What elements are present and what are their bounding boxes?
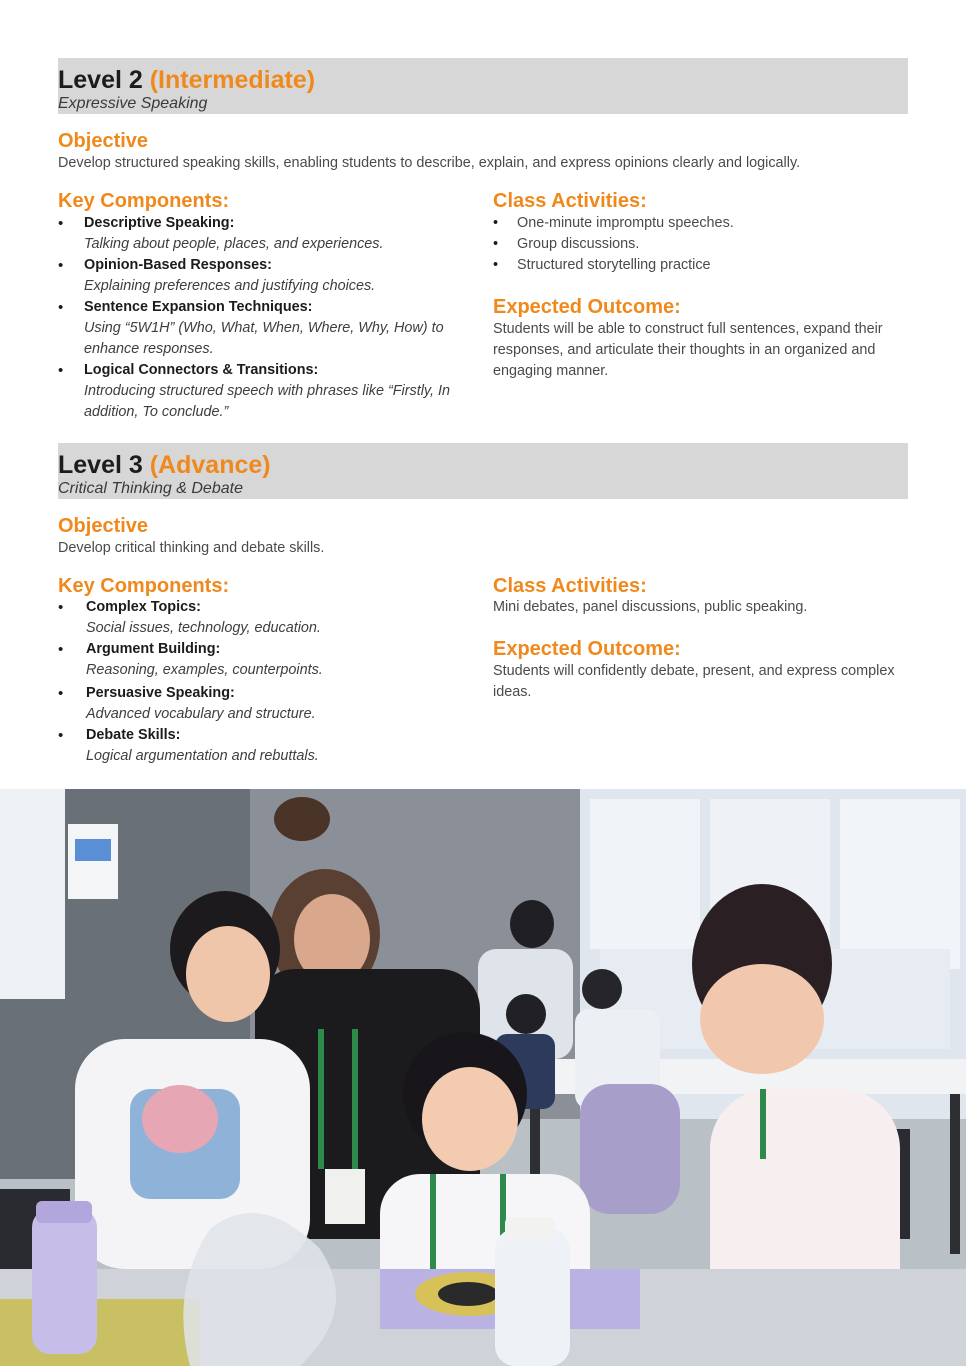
activity-text: One-minute impromptu speeches. [517, 215, 734, 231]
level-2-header-band [58, 58, 908, 114]
level-3-label: Level 3 [58, 451, 143, 479]
component-desc: Social issues, technology, education. [86, 620, 321, 636]
level-2-key-components-heading: Key Components: [58, 190, 230, 212]
bullet-icon: • [58, 257, 64, 274]
component-title: Persuasive Speaking: [86, 685, 235, 701]
bullet-icon: • [58, 215, 64, 232]
level-2-label: Level 2 [58, 66, 143, 94]
component-desc: Talking about people, places, and experiences. [84, 236, 384, 252]
level-3-key-components-heading: Key Components: [58, 575, 230, 597]
activity-text: Group discussions. [517, 236, 640, 252]
component-title: Argument Building: [86, 641, 221, 657]
bullet-icon: • [58, 727, 64, 744]
level-2-subtitle: Expressive Speaking [58, 95, 208, 112]
component-desc: Using “5W1H” (Who, What, When, Where, Why, How) to enhance responses. [84, 320, 444, 357]
level-2-outcome-text: Students will be able to construct full sentences, expand their responses, and articulate their thoughts in an organized and engaging manner. [493, 321, 883, 379]
component-title: Opinion-Based Responses: [84, 257, 272, 273]
level-3-outcome-heading: Expected Outcome: [493, 638, 681, 660]
classroom-photo [0, 789, 966, 1366]
classroom-photo-illustration [0, 789, 966, 1366]
level-2-tag: (Intermediate) [149, 66, 316, 94]
level-3-outcome-text: Students will confidently debate, present, and express complex ideas. [493, 663, 895, 700]
component-desc: Advanced vocabulary and structure. [86, 706, 316, 722]
component-desc: Introducing structured speech with phrases like “Firstly, In addition, To conclude.” [84, 383, 451, 420]
component-desc: Explaining preferences and justifying choices. [84, 278, 376, 294]
component-desc: Reasoning, examples, counterpoints. [86, 662, 323, 678]
level-3-subtitle: Critical Thinking & Debate [58, 480, 243, 497]
component-title: Sentence Expansion Techniques: [84, 299, 313, 315]
level-3-objective-text: Develop critical thinking and debate skills. [58, 540, 325, 556]
level-2-outcome-heading: Expected Outcome: [493, 296, 681, 318]
bullet-icon: • [493, 236, 499, 252]
component-title: Debate Skills: [86, 727, 181, 743]
level-2-activities-heading: Class Activities: [493, 190, 647, 212]
component-title: Logical Connectors & Transitions: [84, 362, 319, 378]
bullet-icon: • [58, 362, 64, 379]
activity-text: Structured storytelling practice [517, 257, 711, 273]
level-2-objective-text: Develop structured speaking skills, enabling students to describe, explain, and express opinions clearly and logically. [58, 155, 801, 171]
level-3-header-band [58, 443, 908, 499]
level-2-title [58, 66, 315, 95]
level-3-activities-text: Mini debates, panel discussions, public speaking. [493, 599, 808, 615]
bullet-icon: • [58, 299, 64, 316]
bullet-icon: • [58, 685, 64, 702]
level-3-objective-heading: Objective [58, 515, 149, 537]
bullet-icon: • [58, 599, 64, 616]
component-desc: Logical argumentation and rebuttals. [86, 748, 319, 764]
level-3-activities-heading: Class Activities: [493, 575, 647, 597]
bullet-icon: • [58, 641, 64, 658]
component-title: Complex Topics: [86, 599, 201, 615]
level-3-title [58, 451, 271, 480]
bullet-icon: • [493, 257, 499, 273]
bullet-icon: • [493, 215, 499, 231]
component-title: Descriptive Speaking: [84, 215, 235, 231]
level-2-objective-heading: Objective [58, 130, 149, 152]
level-3-tag: (Advance) [149, 451, 271, 479]
